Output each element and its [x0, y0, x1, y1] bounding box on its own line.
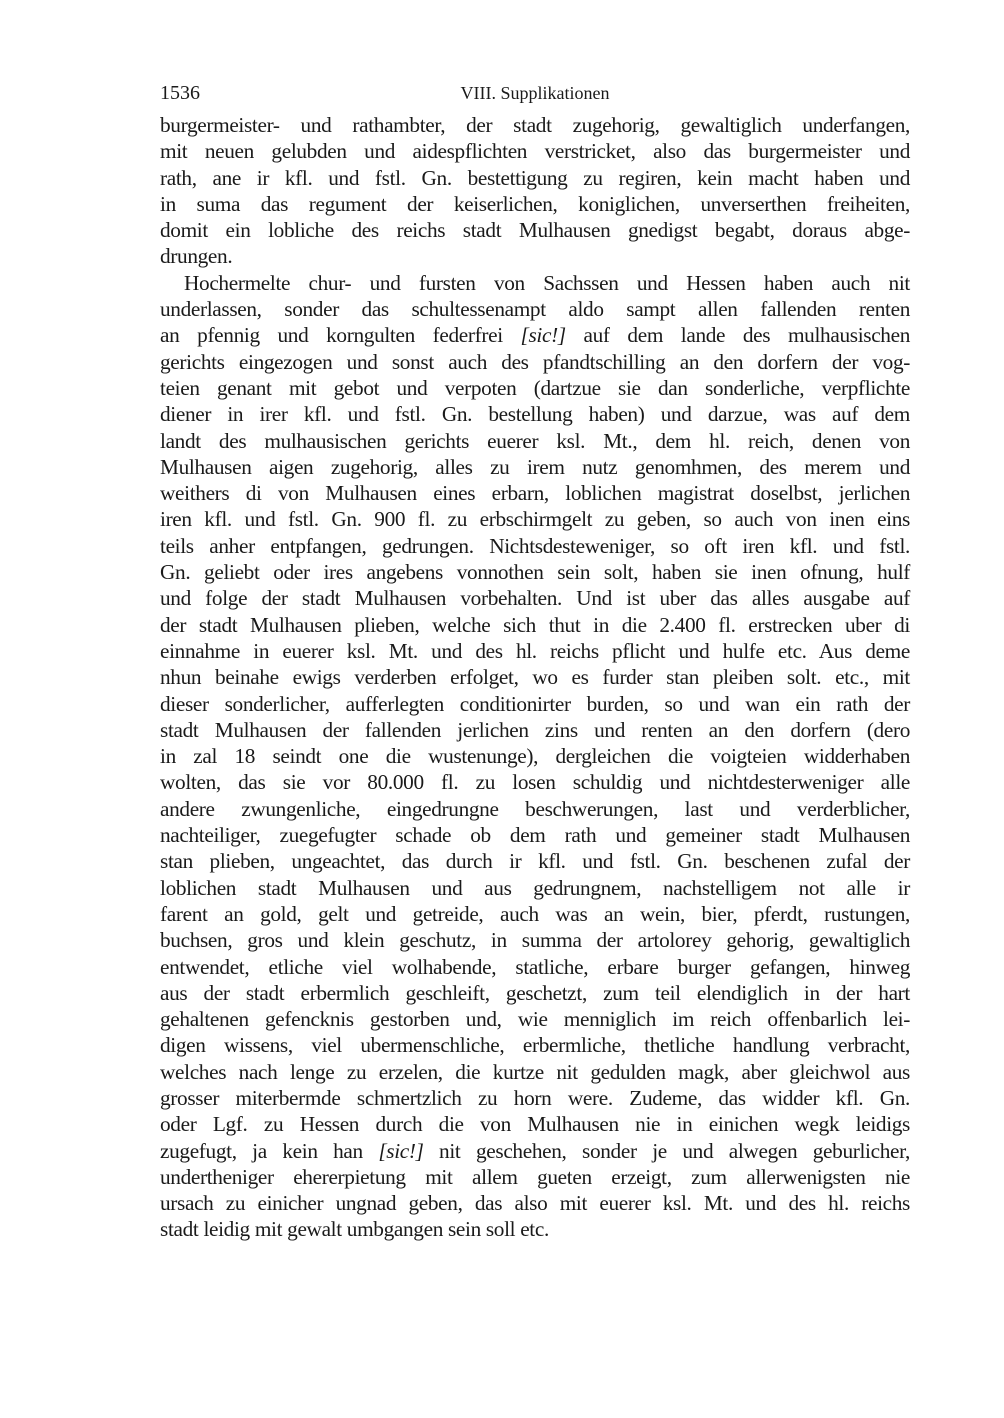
text-line: ursach zu einicher ungnad geben, das also mit euerer ksl. Mt. und des hl. reichs [160, 1191, 910, 1216]
text-line: aus der stadt erbermlich geschleift, geschetzt, zum teil elendiglich in der hart [160, 980, 910, 1005]
text-line: in zal 18 seindt one die wustenunge), dergleichen die voigteien widderhaben [160, 744, 910, 769]
text-line: Hochermelte chur- und fursten von Sachssen und Hessen haben auch nit [184, 270, 910, 295]
text-line: gerichts eingezogen und sonst auch des pfandtschilling an den dorfern der vog- [160, 349, 910, 374]
text-line: digen wissens, viel ubermenschliche, erbermliche, thetliche handlung verbracht, [160, 1033, 910, 1058]
editorial-note: [sic!] [378, 1138, 424, 1163]
text-line: stadt leidig mit gewalt umbgangen sein soll etc. [160, 1217, 549, 1242]
text-line: teils anher entpfangen, gedrungen. Nichtsdesteweniger, so oft iren kfl. und fstl. [160, 533, 910, 558]
text-line: gehaltenen gefencknis gestorben und, wie menniglich im reich offenbarlich lei- [160, 1007, 910, 1032]
text-line: burgermeister- und rathambter, der stadt zugehorig, gewaltiglich underfangen, [160, 113, 910, 137]
text-segment: zugefugt, ja kein han [160, 1138, 379, 1163]
text-line: andere zwungenliche, eingedrungne beschwerungen, last und verderblicher, [160, 796, 910, 821]
text-line: nachteiliger, zuegefugter schade ob dem rath und gemeiner stadt Mulhausen [160, 823, 910, 848]
text-line: iren kfl. und fstl. Gn. 900 fl. zu erbschirmgelt zu geben, so auch von inen eins [160, 507, 910, 532]
text-line [160, 1138, 910, 1164]
text-line: in suma das regument der keiserlichen, koniglichen, unverserthen freiheiten, [160, 191, 910, 216]
text-line: domit ein lobliche des reichs stadt Mulhausen gnedigst begabt, doraus abge- [160, 218, 910, 243]
text-segment: an pfennig und korngulten federfrei [160, 323, 521, 348]
text-line: nhun beinahe ewigs verderben erfolget, wo es furder stan pleiben solt. etc., mit [160, 665, 910, 690]
text-line: der stadt Mulhausen plieben, welche sich thut in die 2.400 fl. erstrecken uber di [160, 612, 910, 637]
text-line: underlassen, sonder das schultessenampt aldo sampt allen fallenden renten [160, 297, 910, 322]
running-head [160, 78, 910, 108]
text-line: entwendet, etliche viel wolhabende, statliche, erbare burger gefangen, hinweg [160, 954, 910, 979]
text-line: teien genant mit gebot und verpoten (dartzue sie dan sonderliche, verpflichte [160, 375, 910, 400]
text-segment: nit geschehen, sonder je und alwegen geburlicher, [423, 1138, 910, 1163]
text-line: dieser sonderlicher, aufferlegten conditionirter burden, so und wan ein rath der [160, 691, 910, 716]
text-line: diener in irer kfl. und fstl. Gn. bestellung haben) und darzue, was auf dem [160, 402, 910, 427]
text-line: wolten, das sie vor 80.000 fl. zu losen schuldig und nichtdesterweniger alle [160, 770, 910, 795]
text-line: weithers di von Mulhausen eines erbarn, loblichen magistrat doselbst, jerlichen [160, 481, 910, 506]
text-line: Mulhausen aigen zugehorig, alles zu irem nutz genomhmen, des merem und [160, 454, 910, 479]
document-page [160, 78, 910, 1243]
text-line: welches nach lenge zu erzelen, die kurtze nit gedulden magk, aber gleichwol aus [160, 1059, 910, 1084]
text-line: landt des mulhausischen gerichts euerer ksl. Mt., dem hl. reich, denen von [160, 428, 910, 453]
text-line: drungen. [160, 244, 233, 269]
text-line: stadt Mulhausen der fallenden jerlichen zins und renten an den dorfern (dero [160, 717, 910, 742]
text-line: mit neuen gelubden und aidespflichten verstricket, also das burgermeister und [160, 139, 910, 164]
text-line: rath, ane ir kfl. und fstl. Gn. bestettigung zu regiren, kein macht haben und [160, 165, 910, 190]
text-line: farent an gold, gelt und getreide, auch was an wein, bier, pferdt, rustungen, [160, 901, 910, 926]
paragraph [160, 270, 910, 1243]
text-line: loblichen stadt Mulhausen und aus gedrungnem, nachstelligem not alle ir [160, 875, 910, 900]
text-line: einnahme in euerer ksl. Mt. und des hl. reichs pflicht und hulfe etc. Aus deme [160, 638, 910, 663]
editorial-note: [sic!] [520, 323, 566, 348]
text-line [160, 322, 910, 348]
text-line: Gn. geliebt oder ires angebens vonnothen sein solt, haben sie inen ofnung, hulf [160, 560, 910, 585]
page-number: 1536 [160, 82, 200, 104]
body-text [160, 112, 910, 1243]
text-line: grosser miterbermde schmertzlich zu horn were. Zudeme, das widder kfl. Gn. [160, 1085, 910, 1110]
text-line: und folge der stadt Mulhausen vorbehalten. Und ist uber das alles ausgabe auf [160, 586, 910, 611]
paragraph [160, 112, 910, 270]
text-line: undertheniger ehererpietung mit allem gueten erzeigt, zum allerwenigsten nie [160, 1164, 910, 1189]
text-line: oder Lgf. zu Hessen durch die von Mulhausen nie in einichen wegk leidigs [160, 1112, 910, 1137]
text-line: stan plieben, ungeachtet, das durch ir kfl. und fstl. Gn. beschenen zufal der [160, 849, 910, 874]
text-line: buchsen, gros und klein geschutz, in summa der artolorey gehorig, gewaltiglich [160, 928, 910, 953]
section-title: VIII. Supplikationen [460, 83, 610, 103]
text-segment: auf dem lande des mulhausischen [565, 323, 910, 348]
